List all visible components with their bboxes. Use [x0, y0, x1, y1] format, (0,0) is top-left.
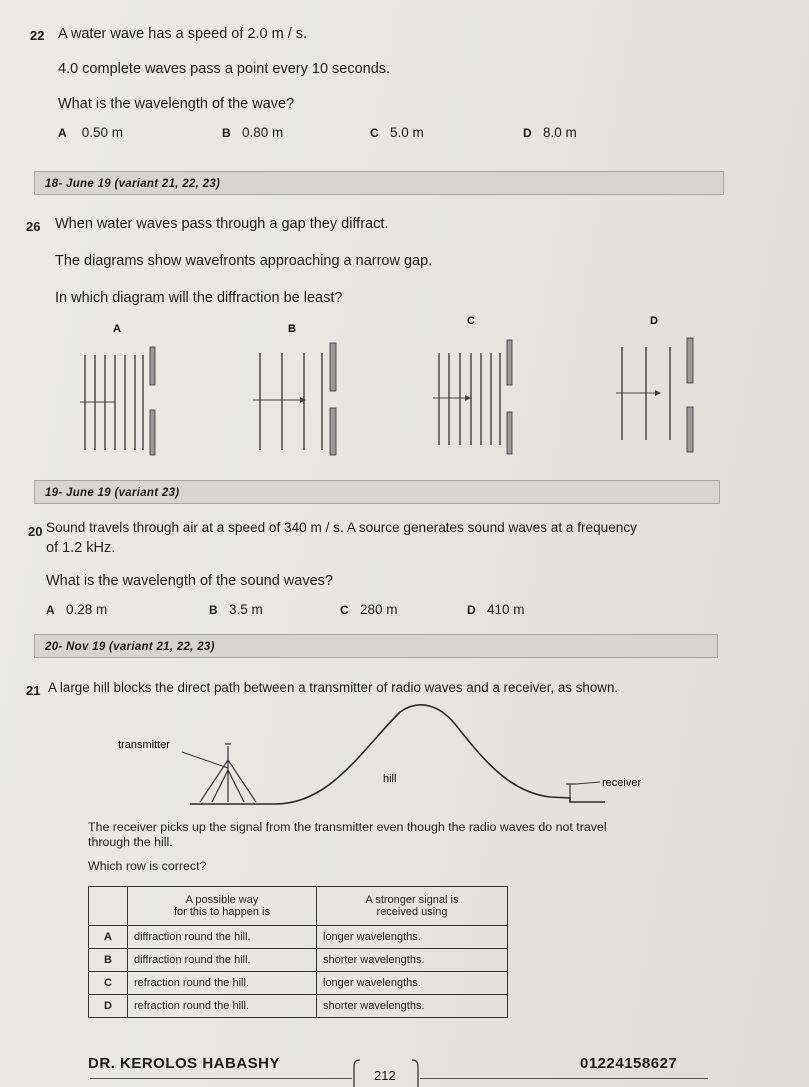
option-text: 0.28 m — [65, 602, 108, 617]
wavefront-diagrams — [60, 305, 720, 465]
row-signal: longer wavelengths. — [317, 972, 508, 995]
hill-figure — [100, 700, 680, 810]
q22-line2: 4.0 complete waves pass a point every 10 seconds. — [58, 61, 391, 77]
barrier-bottom — [687, 407, 693, 452]
transmitter-tower-icon — [200, 744, 256, 802]
header-line: A stronger signal is — [365, 894, 459, 906]
footer-divider-right — [420, 1078, 708, 1079]
table-row — [89, 995, 508, 1018]
option-letter: A — [46, 603, 55, 617]
receiver-pointer — [576, 782, 600, 784]
q26-question: In which diagram will the diffraction be least? — [55, 290, 343, 306]
barrier-top — [330, 343, 336, 391]
option-letter: D — [523, 126, 532, 140]
option-text: 0.80 m — [241, 125, 284, 140]
q22-option-c — [370, 125, 424, 140]
table-row — [89, 972, 508, 995]
option-letter: A — [58, 126, 67, 140]
barrier-top — [687, 338, 693, 383]
section-banner-20: 20- Nov 19 (variant 21, 22, 23) — [34, 634, 718, 658]
header-line: A possible way — [185, 894, 259, 906]
diagram-label-a: A — [113, 323, 121, 335]
diagram-d — [616, 315, 693, 452]
row-signal: shorter wavelengths. — [317, 995, 508, 1018]
q20-option-b — [209, 602, 263, 617]
row-way: refraction round the hill. — [128, 972, 317, 995]
q21-line1: A large hill blocks the direct path between a transmitter of radio waves and a receiver, as shown. — [48, 680, 619, 695]
option-text: 8.0 m — [542, 125, 577, 140]
q22-question: What is the wavelength of the wave? — [58, 96, 295, 112]
table-header-way — [128, 887, 317, 926]
header-line: received using — [376, 906, 448, 918]
diagram-b — [253, 323, 336, 455]
footer-author: DR. KEROLOS HABASHY — [88, 1055, 281, 1072]
wavefronts — [439, 353, 500, 445]
question-number-22: 22 — [30, 28, 45, 43]
q21-text2b: through the hill. — [88, 835, 173, 849]
receiver-antenna-icon — [566, 784, 576, 802]
arrow-head-icon — [300, 397, 306, 403]
option-letter: B — [209, 603, 218, 617]
question-number-20: 20 — [28, 524, 43, 539]
question-number-26: 26 — [26, 219, 41, 234]
table-header-row — [89, 887, 508, 926]
diagram-label-d: D — [650, 315, 658, 327]
question-number-21: 21 — [26, 683, 41, 698]
diagram-c — [433, 315, 512, 454]
option-text: 3.5 m — [228, 602, 263, 617]
footer-phone: 01224158627 — [580, 1055, 678, 1072]
header-line: for this to happen is — [173, 906, 270, 918]
diagram-a — [80, 323, 155, 455]
option-text: 280 m — [359, 602, 398, 617]
answer-table — [88, 886, 508, 1018]
row-signal: shorter wavelengths. — [317, 949, 508, 972]
bracket-left — [354, 1060, 360, 1087]
option-letter: C — [370, 126, 379, 140]
row-letter: C — [89, 972, 128, 995]
option-text: 5.0 m — [389, 125, 424, 140]
footer-divider-left — [90, 1078, 352, 1079]
hill-label: hill — [383, 773, 397, 785]
table-header-signal — [317, 887, 508, 926]
barrier-bottom — [150, 410, 155, 455]
barrier-top — [150, 347, 155, 385]
q26-line2: The diagrams show wavefronts approaching a narrow gap. — [55, 253, 433, 269]
barrier-top — [507, 340, 512, 385]
option-text: 410 m — [486, 602, 525, 617]
table-header-blank — [89, 887, 128, 926]
option-letter: B — [222, 126, 231, 140]
page-number: 212 — [374, 1068, 396, 1083]
bracket-right — [412, 1060, 418, 1087]
q20-line1: Sound travels through air at a speed of 340 m / s. A source generates sound waves at a frequency — [46, 520, 637, 535]
row-letter: D — [89, 995, 128, 1018]
q20-option-d — [467, 602, 524, 617]
row-way: refraction round the hill. — [128, 995, 317, 1018]
row-way: diffraction round the hill. — [128, 949, 317, 972]
transmitter-pointer — [182, 752, 228, 768]
wavefronts — [260, 353, 322, 450]
row-way: diffraction round the hill. — [128, 926, 317, 949]
table-row — [89, 926, 508, 949]
transmitter-label: transmitter — [118, 739, 170, 751]
hill-outline — [190, 705, 605, 804]
row-signal: longer wavelengths. — [317, 926, 508, 949]
q22-line1: A water wave has a speed of 2.0 m / s. — [58, 26, 308, 42]
arrow-head-icon — [465, 395, 471, 401]
q20-question: What is the wavelength of the sound waves? — [46, 573, 333, 589]
receiver-label: receiver — [602, 777, 642, 789]
row-letter: B — [89, 949, 128, 972]
q20-line1b: of 1.2 kHz. — [46, 540, 116, 556]
q22-option-d — [523, 125, 577, 140]
q22-option-a — [58, 125, 123, 140]
row-letter: A — [89, 926, 128, 949]
q26-line1: When water waves pass through a gap they diffract. — [55, 216, 389, 232]
section-banner-19: 19- June 19 (variant 23) — [34, 480, 720, 504]
diagram-label-b: B — [288, 323, 296, 335]
barrier-bottom — [507, 412, 512, 454]
option-letter: C — [340, 603, 349, 617]
q21-text2a: The receiver picks up the signal from the transmitter even though the radio waves do not travel — [88, 820, 607, 834]
table-row — [89, 949, 508, 972]
q22-option-b — [222, 125, 283, 140]
barrier-bottom — [330, 408, 336, 455]
diagram-label-c: C — [467, 315, 475, 327]
q20-option-c — [340, 602, 397, 617]
option-letter: D — [467, 603, 476, 617]
q21-question: Which row is correct? — [88, 859, 207, 873]
arrow-head-icon — [655, 390, 661, 396]
q20-option-a — [46, 602, 107, 617]
option-text: 0.50 m — [81, 125, 123, 140]
section-banner-18: 18- June 19 (variant 21, 22, 23) — [34, 171, 724, 195]
